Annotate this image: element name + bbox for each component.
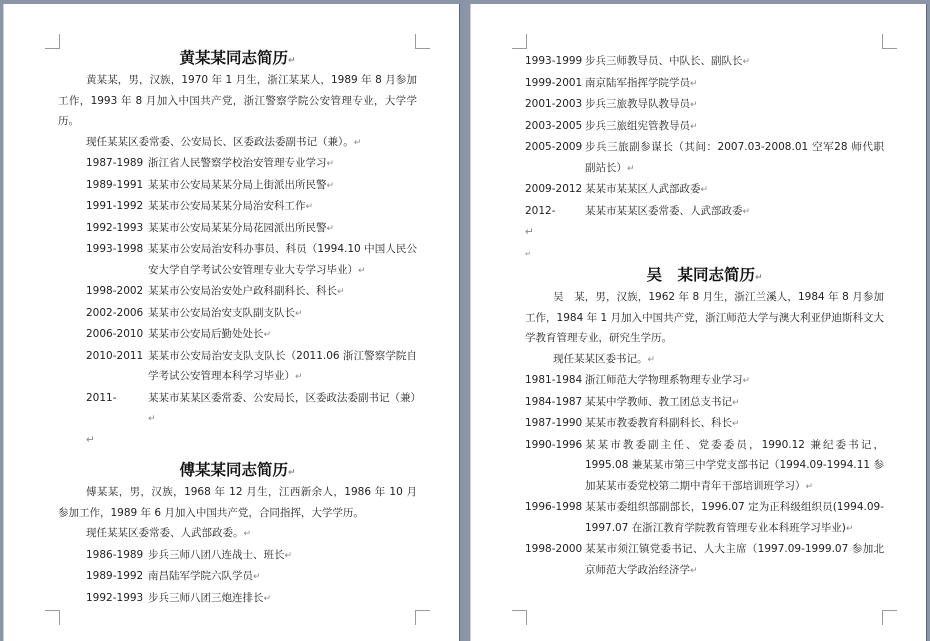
current-position[interactable]: 现任某某区委常委、公安局长、区委政法委副书记（兼）。↵ — [86, 135, 362, 148]
empty-paragraph[interactable]: ↵ — [525, 226, 534, 238]
timeline-description: 某某市某某区委常委、公安局长，区委政法委副书记（兼）↵ — [148, 391, 421, 424]
paragraph-mark: ↵ — [295, 308, 303, 319]
intro-paragraph[interactable]: 傅某某，男，汉族，1968 年 12 月生，江西新余人，1986 年 10 月参加工作，1989 年 6 月加入中国共产党，合同指挥，大学学历。 — [58, 486, 417, 519]
timeline-row[interactable] — [58, 324, 417, 346]
timeline-description: 浙江师范大学物理系物理专业学习↵ — [585, 374, 751, 386]
paragraph-mark: ↵ — [732, 419, 740, 429]
timeline-row[interactable] — [525, 116, 884, 138]
timeline-row[interactable] — [525, 435, 884, 498]
resume-section — [525, 263, 884, 581]
timeline-description: 某某市公安局某某分局花园派出所民警↵ — [148, 221, 335, 234]
timeline-years: 1998-2002 — [86, 285, 144, 297]
page-body[interactable] — [58, 46, 421, 609]
timeline-description: 步兵三旅教导队教导员↵ — [585, 98, 698, 110]
timeline-years: 2009-2012 — [525, 183, 583, 195]
timeline-row[interactable] — [525, 370, 884, 392]
timeline-description: 南昌陆军学院六队学员↵ — [148, 570, 261, 582]
timeline-years: 2011- — [86, 391, 117, 404]
timeline-description: 步兵三师教导员、中队长、副队长↵ — [585, 55, 751, 67]
paragraph-mark: ↵ — [742, 206, 751, 217]
section-title[interactable]: 傅某某同志简历↵ — [179, 461, 296, 479]
crop-mark — [415, 610, 430, 625]
timeline-description: 某某市公安局治安处户政科副科长、科长↵ — [148, 285, 345, 297]
timeline-description: 某某市公安局后勤处处长↵ — [148, 328, 272, 340]
timeline-description: 步兵三旅副参谋长（其间：2007.03-2008.01 空军28 师代职副站长）↵ — [585, 141, 884, 174]
resume-section — [58, 458, 417, 609]
timeline-years: 2002-2006 — [86, 306, 144, 319]
timeline-description: 步兵三师八团三炮连排长↵ — [148, 591, 272, 604]
timeline-description: 步兵三旅组宪管教导员↵ — [585, 119, 698, 132]
timeline-row[interactable] — [525, 392, 884, 414]
timeline-years: 2003-2005 — [525, 119, 583, 132]
timeline-description: 某某市须江镇党委书记、人大主席（1997.09-1999.07 参加北京师范大学政治经济学↵ — [585, 543, 884, 576]
crop-mark — [415, 34, 430, 49]
timeline-years: 1987-1989 — [86, 157, 144, 169]
timeline-description: 某某市公安局某某分局上街派出所民警↵ — [148, 178, 335, 191]
timeline-row[interactable] — [58, 196, 417, 218]
document-page-left — [4, 4, 459, 641]
crop-mark — [882, 610, 897, 625]
paragraph-mark: ↵ — [326, 223, 335, 234]
page-body[interactable] — [525, 51, 884, 581]
paragraph-mark: ↵ — [263, 330, 272, 340]
timeline-description: 某某市公安局治安科办事员、科员（1994.10 中国人民公安大学自学考试公安管理专业大专学习毕业）↵ — [148, 243, 417, 276]
timeline-years: 1981-1984 — [525, 374, 583, 386]
intro-paragraph[interactable]: 黄某某，男，汉族，1970 年 1 月生，浙江某某人，1989 年 8 月参加工作，1993 年 8 月加入中国共产党，浙江警察学院公安管理专业，大学学历。 — [58, 74, 417, 127]
timeline-description: 浙江省人民警察学校治安管理专业学习↵ — [148, 157, 335, 169]
paragraph-mark: ↵ — [732, 397, 740, 408]
timeline-years: 2010-2011 — [86, 349, 144, 362]
paragraph-mark: ↵ — [805, 481, 814, 492]
timeline-years: 1992-1993 — [86, 221, 144, 234]
timeline-years: 2012- — [525, 204, 556, 217]
paragraph-mark: ↵ — [700, 185, 709, 195]
timeline-years: 1989-1992 — [86, 570, 144, 582]
paragraph-mark: ↵ — [742, 57, 751, 67]
timeline-row[interactable] — [525, 94, 884, 116]
timeline-description: 某某市某某区委常委、人武部政委↵ — [585, 204, 751, 217]
intro-paragraph[interactable]: 吴 某，男，汉族，1962 年 8 月生，浙江兰溪人，1984 年 8 月参加工作，1984 年 1 月加入中国共产党，浙江师范大学与澳大利亚伊迪斯科文大学教育管理专业，研究生学历。 — [525, 291, 884, 344]
paragraph-mark: ↵ — [337, 287, 345, 297]
paragraph-mark: ↵ — [148, 414, 156, 424]
timeline-years: 2001-2003 — [525, 98, 583, 110]
timeline-row[interactable] — [525, 73, 884, 95]
timeline-row[interactable] — [58, 388, 421, 430]
timeline-row[interactable] — [58, 239, 417, 281]
timeline-row[interactable] — [525, 539, 884, 581]
timeline-years: 1999-2001 — [525, 76, 583, 89]
paragraph-mark: ↵ — [627, 163, 635, 174]
timeline-row[interactable] — [525, 497, 884, 539]
timeline-description: 某某市某某区人武部政委↵ — [585, 183, 709, 195]
timeline-description: 南京陆军指挥学院学员↵ — [585, 76, 698, 89]
timeline-description: 步兵三师八团八连战士、班长↵ — [148, 548, 293, 561]
timeline-row[interactable] — [525, 137, 884, 179]
paragraph-mark: ↵ — [305, 202, 314, 212]
crop-mark — [45, 610, 60, 625]
timeline-years: 1993-1999 — [525, 55, 583, 67]
timeline-description: 某某市教委副主任、党委委员，1990.12 兼纪委书记，1995.08 兼某某市第三中学党支部书记（1994.09-1994.11 参加某某市委党校第二期中青年干部培训班学习）↵ — [585, 438, 884, 492]
empty-paragraph[interactable]: ↵ — [525, 249, 531, 258]
timeline-description: 某某市委组织部副部长，1996.07 定为正科级组织员(1994.09-1997.07 在浙江教育学院教育管理专业本科班学习毕业)↵ — [585, 501, 884, 534]
paragraph-mark: ↵ — [253, 572, 261, 582]
current-position[interactable]: 现任某某区委书记。↵ — [553, 352, 656, 365]
timeline-years: 1984-1987 — [525, 395, 583, 408]
timeline-row[interactable] — [58, 545, 417, 567]
paragraph-mark: ↵ — [284, 550, 293, 561]
paragraph-mark: ↵ — [326, 180, 335, 191]
timeline-description: 某某市公安局治安支队支队长（2011.06 浙江警察学院自学考试公安管理本科学习毕业）↵ — [148, 349, 417, 382]
timeline-row[interactable] — [58, 218, 417, 240]
timeline-years: 1993-1998 — [86, 243, 144, 255]
timeline-row[interactable] — [58, 153, 417, 175]
timeline-years: 2006-2010 — [86, 328, 144, 340]
section-title[interactable]: 黄某某同志简历↵ — [179, 49, 296, 67]
timeline-row[interactable] — [525, 51, 884, 73]
timeline-years: 1992-1993 — [86, 591, 144, 604]
timeline-description: 某某市公安局治安支队副支队长↵ — [148, 306, 303, 319]
paragraph-mark: ↵ — [263, 593, 272, 604]
timeline-years: 1991-1992 — [86, 200, 144, 212]
paragraph-mark: ↵ — [690, 121, 698, 132]
document-page-right — [471, 4, 926, 641]
timeline-row[interactable] — [58, 566, 417, 588]
timeline-years: 1998-2000 — [525, 543, 583, 555]
timeline-years: 1990-1996 — [525, 438, 583, 451]
crop-mark — [882, 34, 897, 49]
timeline-description: 某某市公安局某某分局治安科工作↵ — [148, 200, 314, 212]
timeline-row[interactable] — [525, 201, 884, 223]
current-position[interactable]: 现任某某区委常委、人武部政委。↵ — [86, 527, 252, 539]
empty-paragraph[interactable]: ↵ — [86, 433, 95, 446]
timeline-years: 1986-1989 — [86, 548, 144, 561]
paragraph-mark: ↵ — [358, 265, 366, 276]
paragraph-mark: ↵ — [690, 78, 698, 89]
timeline-description: 某某中学教师、教工团总支书记↵ — [585, 395, 740, 408]
section-title[interactable]: 吴 某同志简历↵ — [646, 266, 763, 284]
timeline-years: 2005-2009 — [525, 141, 583, 153]
paragraph-mark: ↵ — [326, 159, 335, 169]
timeline-row[interactable] — [58, 281, 417, 303]
timeline-description: 某某市教委教育科副科长、科长↵ — [585, 417, 740, 429]
crop-mark — [512, 610, 527, 625]
timeline-years: 1987-1990 — [525, 417, 583, 429]
timeline-row[interactable] — [58, 588, 417, 610]
timeline-row[interactable] — [525, 413, 884, 435]
paragraph-mark: ↵ — [742, 376, 751, 386]
paragraph-mark: ↵ — [690, 100, 698, 110]
timeline-years: 1989-1991 — [86, 178, 144, 191]
timeline-row[interactable] — [58, 346, 417, 388]
timeline-row[interactable] — [58, 303, 417, 325]
timeline-row[interactable] — [525, 179, 884, 201]
timeline-row[interactable] — [58, 175, 417, 197]
crop-mark — [512, 34, 527, 49]
paragraph-mark: ↵ — [845, 523, 854, 534]
paragraph-mark: ↵ — [690, 565, 698, 576]
resume-section — [58, 46, 421, 430]
paragraph-mark: ↵ — [295, 372, 303, 382]
timeline-years: 1996-1998 — [525, 501, 583, 513]
